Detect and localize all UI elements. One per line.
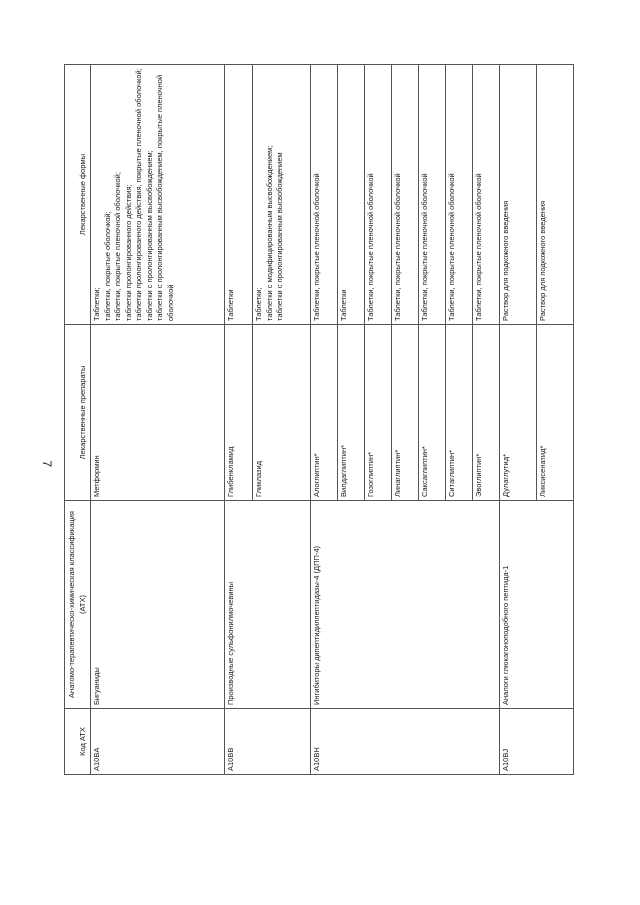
drug-forms: Раствор для подкожного введения [500,65,537,325]
header-drugs: Лекарственные препараты [65,325,91,501]
drug-name: Ликсисенатид* [537,325,574,501]
drug-forms: Таблетки, покрытые пленочной оболочкой [392,65,419,325]
drug-forms: Таблетки, покрытые пленочной оболочкой [446,65,473,325]
drug-name: Вилдаглиптин* [338,325,365,501]
atc-code: A10BJ [500,709,574,775]
drug-name: Ситаглиптин* [446,325,473,501]
drug-name: Глибенкламид [225,325,253,501]
drug-forms: Таблетки [225,65,253,325]
drug-forms: Таблетки; таблетки с модифицированным высвобождением; таблетки с пролонгированным высвобождением [253,65,311,325]
drug-table [64,64,574,775]
table-row [311,65,338,775]
header-code: Код АТХ [65,709,91,775]
drug-name: Алоглиптин* [311,325,338,501]
drug-name: Линаглиптин* [392,325,419,501]
drug-forms: Таблетки, покрытые пленочной оболочкой [311,65,338,325]
drug-forms: Раствор для подкожного введения [537,65,574,325]
table-row [500,65,537,775]
drug-name: Саксаглиптин* [419,325,446,501]
page-number: 7 [40,460,54,467]
atc-classification: Производные сульфонилмочевины [225,501,311,709]
drug-forms: Таблетки, покрытые пленочной оболочкой [365,65,392,325]
drug-name: Гозоглиптин* [365,325,392,501]
drug-forms: Таблетки, покрытые пленочной оболочкой [473,65,500,325]
drug-name: Метформин [91,325,225,501]
table-row [225,65,253,775]
atc-code: A10BH [311,709,500,775]
atc-code: A10BA [91,709,225,775]
header-forms: Лекарственные формы [65,65,91,325]
drug-name: Дулаглутид* [500,325,537,501]
table-header-row [65,65,91,775]
drug-name: Эвоглиптин* [473,325,500,501]
table-row [91,65,225,775]
header-classification: Анатомо-терапевтическо-химическая классификация (АТХ) [65,501,91,709]
drug-forms: Таблетки, покрытые пленочной оболочкой [419,65,446,325]
atc-classification: Аналоги глюкагоноподобного пептида-1 [500,501,574,709]
atc-classification: Ингибиторы дипептидилпептидазы-4 (ДПП-4) [311,501,500,709]
drug-forms: Таблетки [338,65,365,325]
atc-code: A10BB [225,709,311,775]
atc-classification: Бигуаниды [91,501,225,709]
drug-name: Гликлазид [253,325,311,501]
drug-forms: Таблетки; таблетки, покрытые оболочкой; таблетки, покрытые пленочной оболочкой; таблетки пролонгированного действия; таблетки пролонгированного действия, покрытые пленочной оболочкой; таблетки с пролонгированным высвобождением; таблетки с пролонгированным высвобождением, покрытые пленочной оболочкой [91,65,225,325]
